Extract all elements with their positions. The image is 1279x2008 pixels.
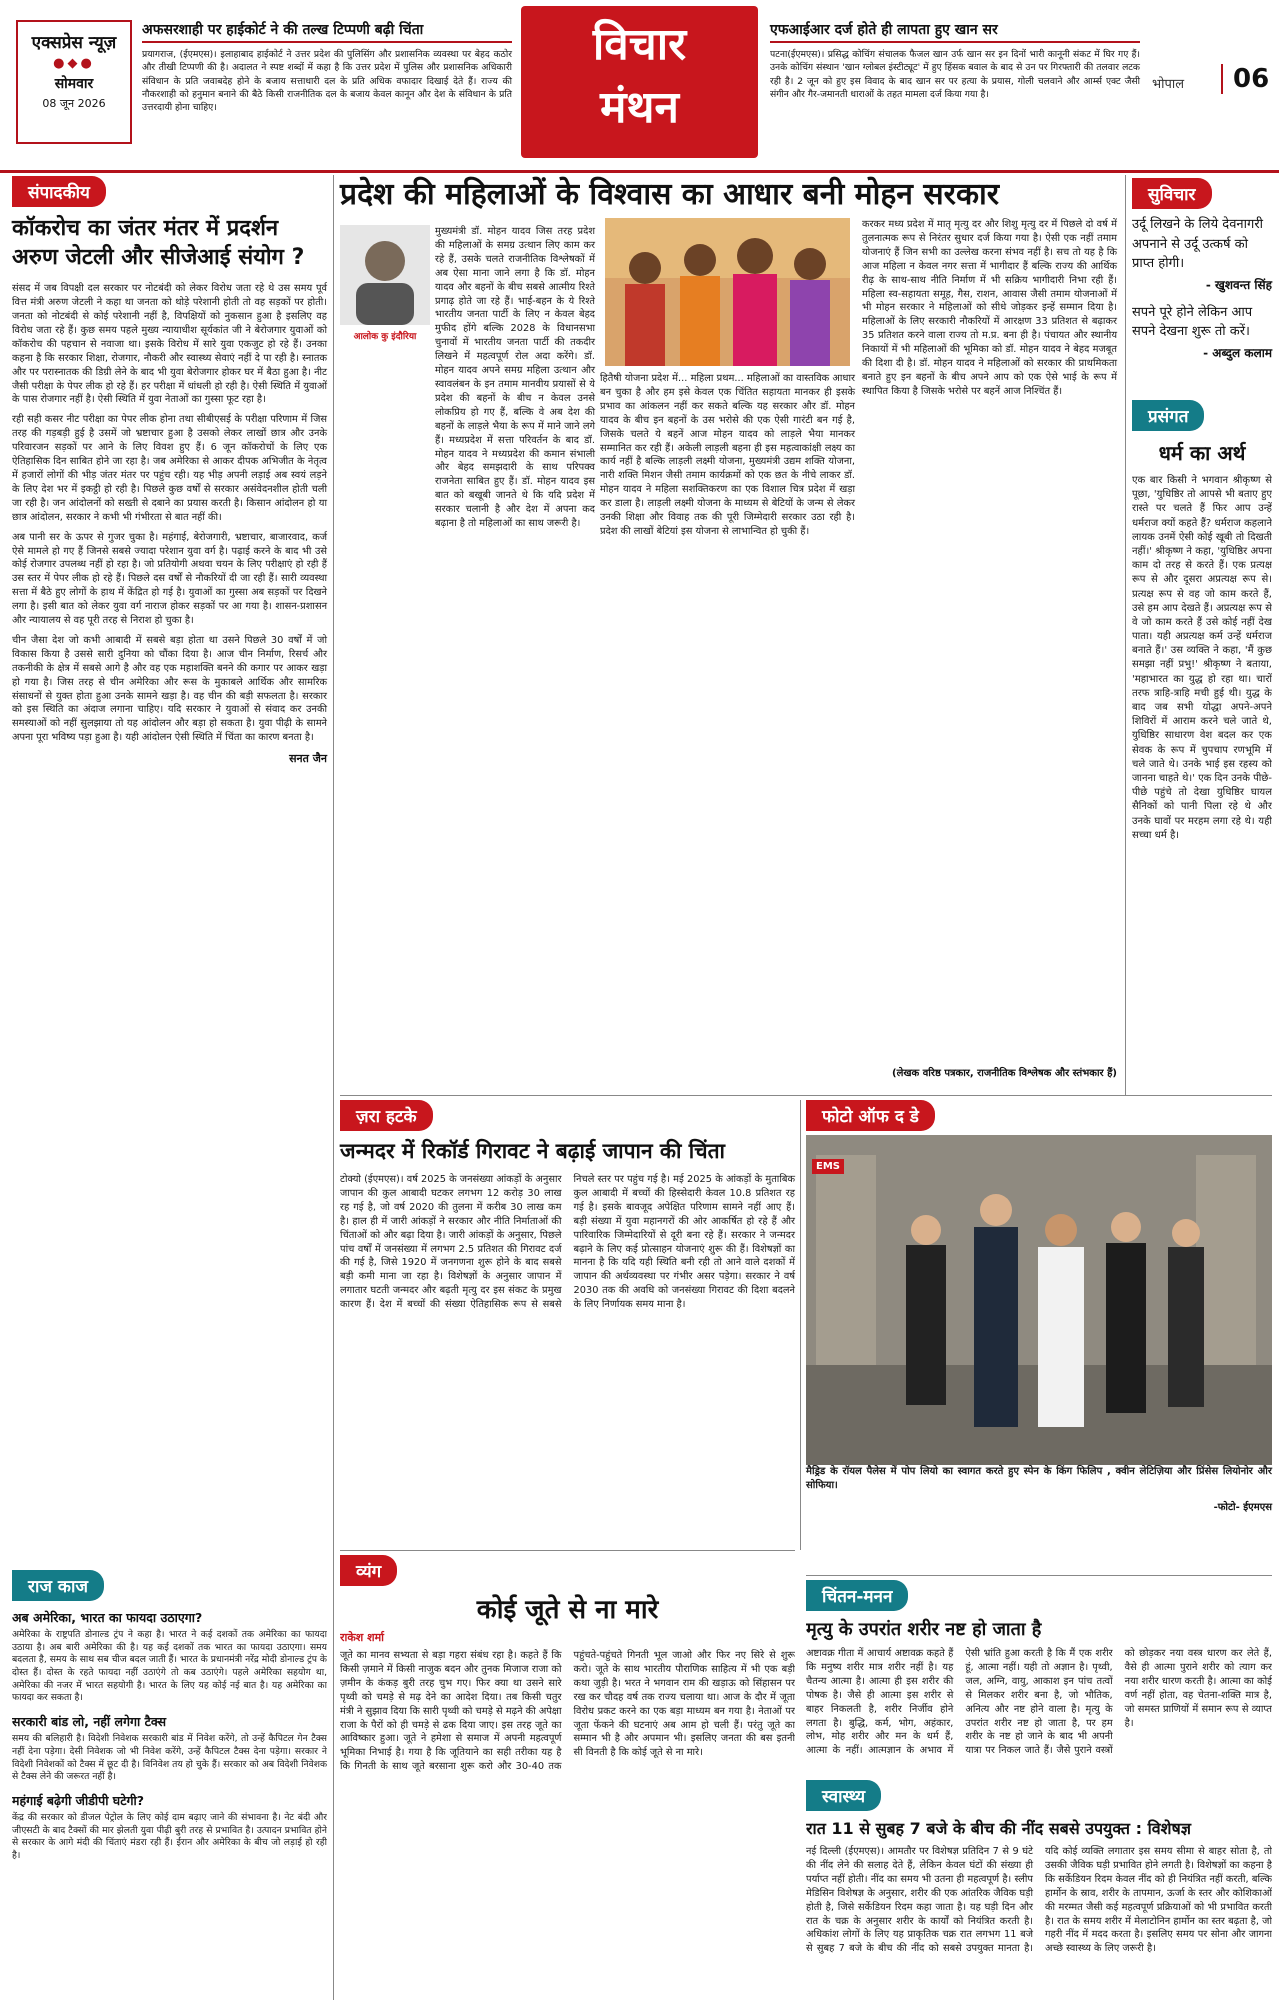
main-story <box>340 175 1120 221</box>
chintan-section <box>806 1580 1272 1775</box>
royal-palace-photo <box>806 1135 1272 1465</box>
main-story-col2 <box>600 372 855 545</box>
main-story-headline[interactable]: प्रदेश की महिलाओं के विश्वास का आधार बनी मोहन सरकार <box>340 177 1000 212</box>
vyang-author: राकेश शर्मा <box>340 1631 385 1644</box>
suvichar-label: सुविचार <box>1132 178 1212 209</box>
photo-caption: मैड्रिड के रॉयल पैलेस में पोप लियो का स्वागत करते हुए स्पेन के किंग फिलिप , क्वीन लेटिज़िया और प्रिंसेस लियोनोर और सोफिया। <box>806 1466 1272 1492</box>
health-body <box>806 1845 1272 1959</box>
column-divider <box>800 1100 801 1550</box>
vyang-headline[interactable]: कोई जूते से ना मारे <box>476 1595 659 1625</box>
paper-name: एक्सप्रेस न्यूज़ <box>31 33 117 53</box>
editorial-paragraph: चीन जैसा देश जो कभी आबादी में सबसे बड़ा होता था उसने पिछले 30 वर्षों में जो विकास किया है उससे सारी दुनिया को चौंका दिया है। आज चीन निर्माण, रिसर्च और तकनीकी के क्षेत्र में सबसे आगे है और वह एक महाशक्ति बनने की कगार पर आकर खड़ा हो गया है। जिस तरह से चीन अमेरिका और रूस के मुकाबले आर्थिक और सामरिक संसाधनों से युक्त होता हुआ उनके सामने खड़ा है। वह चीन की बड़ी सफलता है। सरकार को इस स्थिति का अंदाज लगाना चाहिए। यदि सरकार ने युवाओं से संवाद कर उनकी समस्याओं को नहीं सुलझाया तो यह आंदोलन और बड़ा हो सकता है। युवा पीढ़ी के सामने अपना पूरा भविष्य पड़ा हुआ है। यही आंदोलन ऐसी स्थिति में चिंता का कारण बनता है। <box>12 634 327 744</box>
japan-body <box>340 1173 795 1315</box>
women-group-photo <box>605 218 850 366</box>
photo-of-day <box>806 1100 1272 1513</box>
decor-dots-icon: ●◆● <box>53 56 95 71</box>
editorial-label: संपादकीय <box>12 176 106 207</box>
raj-kaaj-text: केंद्र की सरकार को डीजल पेट्रोल के लिए कोई दाम बढ़ाए जाने की संभावना है। नेट बंदी और जीएसटी के बाद टैक्सों की मार झेलती युवा पीढ़ी बुरी तरह से प्रभावित है। उत्पादन प्रभावित होने से सरकार के आगे मंदी की चिंताएं मंडरा रही हैं। ईरान और अमेरिका के बीच जो लड़ाई हो रही है। <box>12 1811 327 1861</box>
raj-kaaj-headline[interactable]: महंगाई बढ़ेगी जीडीपी घटेगी? <box>12 1792 145 1808</box>
raj-kaaj-text: समय की बलिहारी है। विदेशी निवेशक सरकारी बांड में निवेश करेंगे, तो उन्हें कैपिटल गेन टैक्स नहीं देना पड़ेगा। देसी निवेशक जो भी निवेश करेंगे, उन्हें कैपिटल टैक्स देना पड़ेगा। सरकार ने विदेशी निवेशकों को टैक्स में छूट दी है। विनिवेश तय हो चुके हैं। सरकार को अब विदेशी निवेशक से टैक्स लेने की जरूरत नहीं है। <box>12 1733 327 1783</box>
issue-date: 08 जून 2026 <box>42 97 106 110</box>
row-divider <box>340 1095 1272 1096</box>
prasang-section <box>1132 400 1272 1090</box>
suvichar-section <box>1132 178 1272 371</box>
issue-day: सोमवार <box>54 76 94 92</box>
ems-logo: EMS <box>812 1159 844 1174</box>
section-logo-line1: विचार <box>592 19 687 70</box>
prasang-text: एक बार किसी ने भगवान श्रीकृष्ण से पूछा, 'युधिष्ठिर तो आपसे भी बताए हुए रास्ते पर चलते हैं फिर आप उन्हें धर्मराज क्यों कहते हैं? धर्मराज कहलाने लायक उनमें ऐसी कोई खूबी तो दिखती नहीं।' श्रीकृष्ण ने कहा, 'युधिष्ठिर अपना काम दो तरह से करते हैं। एक प्रत्यक्ष रूप से और दूसरा अप्रत्यक्ष रूप से। प्रत्यक्ष रूप से वह जो काम करते हैं, उसे हम आप देखते हैं। अप्रत्यक्ष रूप से वे जो काम करते हैं उसे कोई नहीं देख पाता। यही अप्रत्यक्ष कर्म उन्हें धर्मराज बनाते हैं।' उस व्यक्ति ने कहा, 'मैं कुछ समझा नहीं प्रभु!' श्रीकृष्ण ने बताया, 'महाभारत का युद्ध हो रहा था। चारों तरफ त्राहि-त्राहि मची हुई थी। युद्ध के बाद जब सभी योद्धा अपने-अपने शिविरों में आराम करने चले जाते थे, युधिष्ठिर साधारण वेश बदल कर एक सेवक के रूप में चुपचाप रणभूमि में चले जाते थे। उनके भाई इस रहस्य को जानना चाहते थे।' एक दिन उनके पीछे-पीछे पहुंचे तो देखा युधिष्ठिर घायल सैनिकों को पानी पिला रहे थे और उनके घावों पर मरहम लगा रहे थे। यही सच्चा धर्म है। <box>1132 475 1272 841</box>
column-divider <box>1125 175 1126 1095</box>
editorial-body <box>12 282 327 751</box>
japan-headline[interactable]: जन्मदर में रिकॉर्ड गिरावट ने बढ़ाई जापान की चिंता <box>340 1139 725 1163</box>
author-photo <box>340 225 430 345</box>
suvichar-author: - अब्दुल कलाम <box>1203 345 1272 360</box>
japan-label: ज़रा हटके <box>340 1100 433 1131</box>
editorial-paragraph: रही सही कसर नीट परीक्षा का पेपर लीक होना तथा सीबीएसई के परीक्षा परिणाम में जिस तरह की गड़बड़ी हुई है उसमें जो भ्रष्टाचार हुआ है उसको लेकर लाखों छात्र और उनके परिवारजन सड़कों पर आने के लिए विवश हुए हैं। 6 जून कॉकरोचों के लिए एक ऐतिहासिक दिन साबित होने जा रहा है। जब अमेरिका से आकर दीपक अभिजीत के नेतृत्व में हजारों लोगों की भीड़ जंतर मंतर पर पहुंच रही। यह भीड़ अपनी लड़ाई अब स्वयं लड़ने के लिए देश भर में इकट्ठी हो रही है। पिछले कुछ वर्षों से सरकार असंवेदनशील होती चली जा रही है। जन आंदोलनों को सख्ती से दबाने का प्रयास करती है। किसान आंदोलन हो या छात्र आंदोलन, सरकार ने कभी भी गंभीरता से बात नहीं की। <box>12 414 327 523</box>
health-label: स्वास्थ्य <box>806 1780 881 1811</box>
health-headline[interactable]: रात 11 से सुबह 7 बजे के बीच की नींद सबसे उपयुक्त : विशेषज्ञ <box>806 1819 1191 1838</box>
editorial-author: सनत जैन <box>289 752 327 766</box>
photo-label: फोटो ऑफ द डे <box>806 1100 935 1131</box>
japan-text: टोक्यो (ईएमएस)। वर्ष 2025 के जनसंख्या आंकड़ों के अनुसार जापान की कुल आबादी घटकर लगभग 12 करोड़ 30 लाख रह गई है, जो वर्ष 2020 की तुलना में करीब 30 लाख कम है। हाल ही में जारी आंकड़ों ने सरकार और नीति निर्माताओं की चिंताओं को और बढ़ा दिया है। जारी आंकड़ों के अनुसार, पिछले पांच वर्षों में जनसंख्या में लगभग 2.5 प्रतिशत की गिरावट दर्ज की गई है, जिसे 1920 में जनगणना शुरू होने के बाद सबसे बड़ी कमी माना जा रहा है। विशेषज्ञों के अनुसार जापान में लगातार घटती जन्मदर और बढ़ती मृत्यु दर इस संकट के प्रमुख कारण हैं। देश में बच्चों की संख्या ऐतिहासिक रूप से सबसे निचले स्तर पर पहुंच गई है। मई 2025 के आंकड़ों के मुताबिक कुल आबादी में बच्चों की हिस्सेदारी केवल 10.8 प्रतिशत रह गई है। इसके बावजूद अपेक्षित परिणाम सामने नहीं आए हैं। बड़ी संख्या में युवा महानगरों की ओर आकर्षित हो रहे हैं और पारिवारिक जिम्मेदारियों से दूरी बना रहे हैं। सरकार ने जन्मदर बढ़ाने के लिए कई प्रोत्साहन योजनाएं शुरू की हैं। विशेषज्ञों का मानना है कि यदि यही स्थिति बनी रही तो आने वाले दशकों में जापान की अर्थव्यवस्था पर गंभीर असर पड़ेगा। सरकार ने वर्ष 2030 तक की अवधि को जनसंख्या गिरावट की दिशा बदलने के लिए निर्णायक समय माना है। <box>340 1174 795 1311</box>
health-text: नई दिल्ली (ईएमएस)। आमतौर पर विशेषज्ञ प्रतिदिन 7 से 9 घंटे की नींद लेने की सलाह देते हैं, लेकिन केवल घंटों की संख्या ही पर्याप्त नहीं होती। नींद का समय भी उतना ही महत्वपूर्ण है। स्लीप मेडिसिन विशेषज्ञ के अनुसार, शरीर की एक आंतरिक जैविक घड़ी होती है, जिसे सर्केडियन रिदम कहा जाता है। यह घड़ी दिन और रात के चक्र के अनुसार शरीर के कार्यों को नियंत्रित करती है। अधिकांश लोगों के लिए यह प्राकृतिक चक्र रात लगभग 11 बजे से सुबह 7 बजे के बीच की नींद को सबसे उपयुक्त मानता है। यदि कोई व्यक्ति लगातार इस समय सीमा से बाहर सोता है, तो उसकी जैविक घड़ी प्रभावित होने लगती है। विशेषज्ञों का कहना है कि सर्केडियन रिदम केवल नींद को ही नियंत्रित नहीं करती, बल्कि हार्मोन के स्राव, शरीर के तापमान, ऊर्जा के स्तर और कोशिकाओं की मरम्मत जैसी कई महत्वपूर्ण प्रक्रियाओं को भी प्रभावित करती है। रात के समय शरीर में मेलाटोनिन हार्मोन का स्तर बढ़ता है, जो गहरी नींद में मदद करता है। इसलिए समय पर सोना और जागना अच्छे स्वास्थ्य के लिए जरूरी है। <box>806 1846 1272 1955</box>
author-portrait-icon <box>340 225 430 325</box>
prasang-label: प्रसंगत <box>1132 400 1204 431</box>
chintan-text: अष्टावक्र गीता में आचार्य अष्टावक्र कहते हैं कि मनुष्य शरीर मात्र शरीर नहीं है। यह चैतन्य आत्मा है। आत्मा ही इस शरीर की पोषक है। जैसे ही आत्मा इस शरीर से बाहर निकलती है, शरीर निर्जीव होने लगता है। बुद्धि, कर्म, भोग, अहंकार, लोभ, मोह शरीर और मन के धर्म हैं, आत्मा के नहीं। आत्मज्ञान के अभाव में ऐसी भ्रांति हुआ करती है कि मैं एक शरीर हूं, आत्मा नहीं। यही तो अज्ञान है। पृथ्वी, जल, अग्नि, वायु, आकाश इन पांच तत्वों से मिलकर शरीर बना है, जो भौतिक, अनित्य और नष्ट होने वाला है। मृत्यु के उपरांत शरीर नष्ट हो जाता है, पर हम शरीर के नष्ट हो जाने के बाद भी अपनी यात्रा पर निकल जाते हैं। जैसे पुराने वस्त्रों को छोड़कर नया वस्त्र धारण कर लेते हैं, वैसे ही आत्मा पुराने शरीर को त्याग कर नया शरीर धारण करती है। आत्मा का कोई वर्ण नहीं होता, वह चेतना-शक्ति मात्र है, जो समस्त प्राणियों में समान रूप से व्याप्त है। <box>806 1648 1272 1757</box>
prasang-headline[interactable]: धर्म का अर्थ <box>1158 441 1246 465</box>
photo-credit: -फोटो- ईएमएस <box>1213 1502 1272 1514</box>
editorial-paragraph: संसद में जब विपक्षी दल सरकार पर नोटबंदी को लेकर विरोध जता रहे थे उस समय पूर्व वित्त मंत्री अरुण जेटली ने कहा था जनता को थोड़े परेशानी होती तो वह सड़कों पर होती। जनता को नोटबंदी से कोई परेशानी नहीं है, विपक्षियों को नुकसान हुआ है इसलिए वह विरोध जता रहे हैं। कुछ समय पहले मुख्य न्यायाधीश सूर्यकांत जी ने बेरोजगार युवाओं को कॉकरोच की पहचान से नवाजा था। इसके विरोध में सारे युवा एकजुट हो रहे हैं। उनका कहना है कि सरकार शिक्षा, रोजगार, नौकरी और स्वास्थ्य सेवाएं नहीं दे पा रही है। स्नातक और पर परास्नातक की डिग्री लेने के बाद भी युवा बेरोजगार होकर घर में बैठा हुआ है। नीट जैसी परीक्षा के पेपर लीक हो रहे हैं। हर परीक्षा में धांधली हो रही है। ऐसी स्थिति में युवाओं के पास रोजगार नहीं है। ऐसी स्थिति में युवा नेताओं का गुस्सा फूट रहा है। <box>12 283 327 406</box>
raj-kaaj-section <box>12 1570 327 2000</box>
vyang-story <box>340 1555 795 2000</box>
raj-kaaj-label: राज काज <box>12 1570 104 1601</box>
edition-city: भोपाल <box>1152 77 1185 92</box>
page-number: 06 <box>1221 64 1269 94</box>
main-story-byline: (लेखक वरिष्ठ पत्रकार, राजनीतिक विश्लेषक और स्तंभकार हैं) <box>892 1068 1117 1079</box>
main-story-text: करकर मध्य प्रदेश में मातृ मृत्यु दर और शिशु मृत्यु दर में पिछले दो वर्ष में तुलनात्मक रूप से निरंतर सुधार दर्ज किया गया है। ऐसी एक नहीं तमाम योजनाएं हैं जिन सभी का उल्लेख करना संभव नहीं है। सच तो यह है कि आज महिला न केवल नगर सत्ता में भागीदार हैं बल्कि राज्य की आर्थिक रीढ़ के साथ-साथ नीति निर्माण में भी सक्रिय भागीदारी निभा रही हैं। महिला स्व-सहायता समूह, गैस, राशन, आवास जैसी तमाम योजनाओं में भी मोहन सरकार ने महिलाओं को सीधे जोड़कर इन्हें सम्मान दिया है। महिलाओं के लिए सरकारी नौकरियों में आरक्षण 33 प्रतिशत से बढ़ाकर 35 प्रतिशत करने वाला राज्य तो म.प्र. बना ही है। पंचायत और स्थानीय निकायों में भी महिलाओं की भूमिका को डॉ. मोहन यादव ने बेहद मजबूत की दिशा दी है। डॉ. मोहन यादव ने महिलाओं को सरकार की प्राथमिकता बनाते हुए इन बहनों के बीच अपने आप को एक ऐसे भाई के रूप में स्थापित किया है जिसके भरोसे पर बहनें आज निश्चिंत हैं। <box>862 219 1117 397</box>
editorial-section <box>12 170 327 766</box>
chintan-headline[interactable]: मृत्यु के उपरांत शरीर नष्ट हो जाता है <box>806 1619 1042 1640</box>
chintan-label: चिंतन-मनन <box>806 1580 908 1611</box>
suvichar-author: - खुशवन्त सिंह <box>1205 277 1272 292</box>
suvichar-quote: सपने पूरे होने लेकिन आप सपने देखना शुरू तो करें। <box>1132 304 1253 339</box>
top-left-text: प्रयागराज, (ईएमएस)। इलाहाबाद हाईकोर्ट ने उत्तर प्रदेश की पुलिसिंग और प्रशासनिक व्यवस्था पर बेहद कठोर और तीखी टिप्पणी की है। अदालत ने स्पष्ट शब्दों में कहा है कि उत्तर प्रदेश में पुलिस और प्रशासनिक अधिकारी संविधान के प्रति जवाबदेह होने के बजाय सत्ताधारी दल के प्रति अधिक वफादार दिखाई देते हैं। राज्य की नौकरशाही को हनुमान बनाने की बैठे किसी राजनीतिक दल के बजाय केवल कानून और देश के संविधान के प्रति उत्तरदायी होना चाहिए। <box>142 49 512 114</box>
women-group-image-icon <box>605 218 850 366</box>
royal-palace-image-icon <box>806 1135 1272 1465</box>
editorial-headline[interactable]: कॉकरोच का जंतर मंतर में प्रदर्शन अरुण जेटली और सीजेआई संयोग ? <box>12 216 305 270</box>
main-story-col3 <box>862 218 1117 405</box>
main-story-col1 <box>435 225 595 537</box>
section-logo-line2: मंथन <box>600 82 679 133</box>
japan-story <box>340 1100 795 1315</box>
top-left-headline[interactable]: अफसरशाही पर हाईकोर्ट ने की तल्ख टिप्पणी बढ़ी चिंता <box>142 20 512 43</box>
vyang-text: जूते का मानव सभ्यता से बड़ा गहरा संबंध रहा है। कहते हैं कि किसी ज़माने में किसी नाजुक बदन और तुनक मिजाज राजा को ज़मीन के कंकड़ बुरी तरह चुभ गए। फिर क्या था उसने सारे पृथ्वी को चमड़े से मढ़ देने का आदेश दिया। तब किसी चतुर मंत्री ने सुझाव दिया कि सारी पृथ्वी को चमड़े से मढ़ने की अपेक्षा राजा के पैरों को ही चमड़े से ढक दिया जाए। इस तरह जूते का आविष्कार हुआ। जूते ने हमेशा से समाज में अपनी महत्वपूर्ण भूमिका निभाई है। गया है कि जूतियाने का सही तरीका यह है कि गिनती के साथ जूते बरसाना शुरू करो और 30-40 तक पहुंचते-पहुंचते गिनती भूल जाओ और फिर नए सिरे से शुरू करो। जूते के साथ भारतीय पौराणिक साहित्य में भी एक बड़ी कथा जुड़ी है। भरत ने भगवान राम की खड़ाऊ को सिंहासन पर रख कर चौदह वर्ष तक राज्य चलाया था। आज के दौर में जूता विरोध प्रकट करने का एक बड़ा माध्यम बन गया है। नेताओं पर जूता फेंकने की घटनाएं अब आम हो चली हैं। परंतु जूते का सम्मान भी है और अपमान भी। इसलिए जनता की बस इतनी सी विनती है कि कोई जूते से ना मारे। <box>340 1650 795 1773</box>
section-logo <box>521 6 758 158</box>
paper-nameplate <box>16 20 132 144</box>
top-right-story <box>770 20 1140 101</box>
vyang-label: व्यंग <box>340 1555 397 1586</box>
raj-kaaj-text: अमेरिका के राष्ट्रपति डोनाल्ड ट्रंप ने कहा है। भारत ने कई दशकों तक अमेरिका का फायदा उठाया है। अब बारी अमेरिका की है। यह कई दशकों तक भारत का फायदा उठाएगा। समय बदलता है, समय के साथ सब चीज बदल जाती हैं। भारत के प्रधानमंत्री नरेंद्र मोदी डोनाल्ड ट्रंप के दोस्त हैं। दोस्त के रहते फायदा नहीं उठाएंगे तो कब उठाएंगे। पहले अमेरिका सहयोग था, अमेरिका की नजर में भारत सहयोगी है। भारत के लिए यह कोई नई बात है। यह अमेरिका का फायदा कर सकता है। <box>12 1629 327 1704</box>
top-left-story <box>142 20 512 115</box>
main-story-text: मुख्यमंत्री डॉ. मोहन यादव जिस तरह प्रदेश की महिलाओं के समग्र उत्थान लिए काम कर रहे हैं, उसके चलते राजनीतिक विश्लेषकों में अब ऐसा माना जाने लगा है कि डॉ. मोहन यादव और बहनों के बीच सबसे आत्मीय रिश्ते प्रगाढ़ होते जा रहे हैं। भाई-बहन के ये रिश्ते भारतीय जनता पार्टी के लिए न केवल बेहद मुफीद होंगे बल्कि 2028 के विधानसभा चुनावों में भारतीय जनता पार्टी की तकदीर लिखने में महत्वपूर्ण रोल अदा करेंगे। डॉ. मोहन यादव अपने समग्र महिला उत्थान और स्वावलंबन के इन तमाम मानवीय प्रयासों से ये प्रदेश की बहनों के बीच न केवल उनसे लोकप्रिय हो गए हैं, बल्कि वे अब देश की बहनों के लाड़ले भैया के रूप में माने जाने लगे हैं। मध्यप्रदेश में सत्ता परिवर्तन के बाद डॉ. मोहन यादव ने मध्यप्रदेश की कमान संभाली और बेहद समझदारी के साथ परिपक्व राजनेता साबित हुए हैं। डॉ. मोहन यादव इस बात को बखूबी जानते थे कि यदि प्रदेश में सरकार चलानी है और देश में अपना कद बढ़ाना है तो महिलाओं का साथ जरूरी है। <box>435 226 595 530</box>
vyang-body <box>340 1649 795 1774</box>
row-divider <box>806 1575 1272 1576</box>
raj-kaaj-headline[interactable]: सरकारी बांड लो, नहीं लगेगा टैक्स <box>12 1714 167 1730</box>
top-right-text: पटना(ईएमएस)। प्रसिद्ध कोचिंग संचालक फैजल खान उर्फ खान सर इन दिनों भारी कानूनी संकट में घिर गए हैं। उनके कोचिंग संस्थान 'खान ग्लोबल इंस्टीट्यूट' में हुए हिंसक बवाल के बाद से उन पर गिरफ्तारी की तलवार लटक रही है। 2 जून को हुए इस विवाद के बाद खान सर पर हत्या के प्रयास, गोली चलवाने और आर्म्स एक्ट जैसी संगीन और गैर-जमानती धाराओं के तहत मामला दर्ज किया गया है। <box>770 49 1140 101</box>
editorial-paragraph: अब पानी सर के ऊपर से गुजर चुका है। महंगाई, बेरोजगारी, भ्रष्टाचार, बाजारवाद, कर्ज ऐसे मामले हो गए हैं जिनसे सबसे ज्यादा परेशान युवा वर्ग है। पढ़ाई करने के बाद भी उसे कोई रोजगार उपलब्ध नहीं हो रहा है। जो प्रतियोगी अथवा चयन के लिए परीक्षाएं हो रही हैं उस स्तर में पेपर लीक हो रहे हैं। पिछले दस वर्षों से नौकरियों दी जा रही हैं। सारी व्यवस्था सत्ता में बैठे हुए लोगों के हाथ में केंद्रित हो गई है। युवाओं का गुस्सा अब सड़कों पर दिखने लगा है। इसी बात को लेकर युवा वर्ग नाराज होकर सड़कों पर आ गया है। शासन-प्रशासन और न्यायालय से वह पूरी तरह से निराश हो चुका है। <box>12 531 327 627</box>
health-section <box>806 1780 1272 2000</box>
main-story-text: हितैषी योजना प्रदेश में... महिला प्रथम... महिलाओं का वास्तविक आधार बन चुका है और हम इसे केवल एक चिंतित सहायता मानकर ही इसके प्रभाव का आंकलन नहीं कर सकते बल्कि यह सरकार और डॉ. मोहन यादव के बीच इन बहनों के उस भरोसे की एक ऐसी गारंटी बन गई है, जिसके चलते ये बहनें आज मोहन यादव को लाड़ले भैया मानकर सम्मानित कर रही हैं। अकेली लाड़ली बहना ही इस महत्वाकांक्षी लक्ष्य का कार्य नहीं है बल्कि लाड़ली लक्ष्मी योजना, मुख्यमंत्री उद्यम शक्ति योजना, नारी शक्ति मिशन जैसी तमाम कार्यक्रमों को एक छत के नीचे लाकर डॉ. मोहन यादव ने महिला सशक्तिकरण का एक विशाल चित्र प्रदेश में खड़ा कर डाला है। लाड़ली लक्ष्मी योजना के माध्यम से बेटियों के जन्म से लेकर उनकी शिक्षा और विवाह तक की पूरी जिम्मेदारी सरकार उठा रही है। प्रदेश की लाखों बेटियां इस योजना से लाभान्वित हो चुकी हैं। <box>600 373 855 537</box>
column-divider <box>333 175 334 2000</box>
raj-kaaj-headline[interactable]: अब अमेरिका, भारत का फायदा उठाएगा? <box>12 1610 203 1625</box>
row-divider <box>340 1550 795 1551</box>
suvichar-quote: उर्दू लिखने के लिये देवनागरी अपनाने से उर्दू उत्कर्ष को प्राप्त होगी। <box>1132 217 1264 271</box>
chintan-body <box>806 1647 1272 1758</box>
author-caption: आलोक कु इंदौरिया <box>353 332 417 342</box>
top-right-headline[interactable]: एफआईआर दर्ज होते ही लापता हुए खान सर <box>770 20 1140 43</box>
masthead <box>0 0 1279 173</box>
